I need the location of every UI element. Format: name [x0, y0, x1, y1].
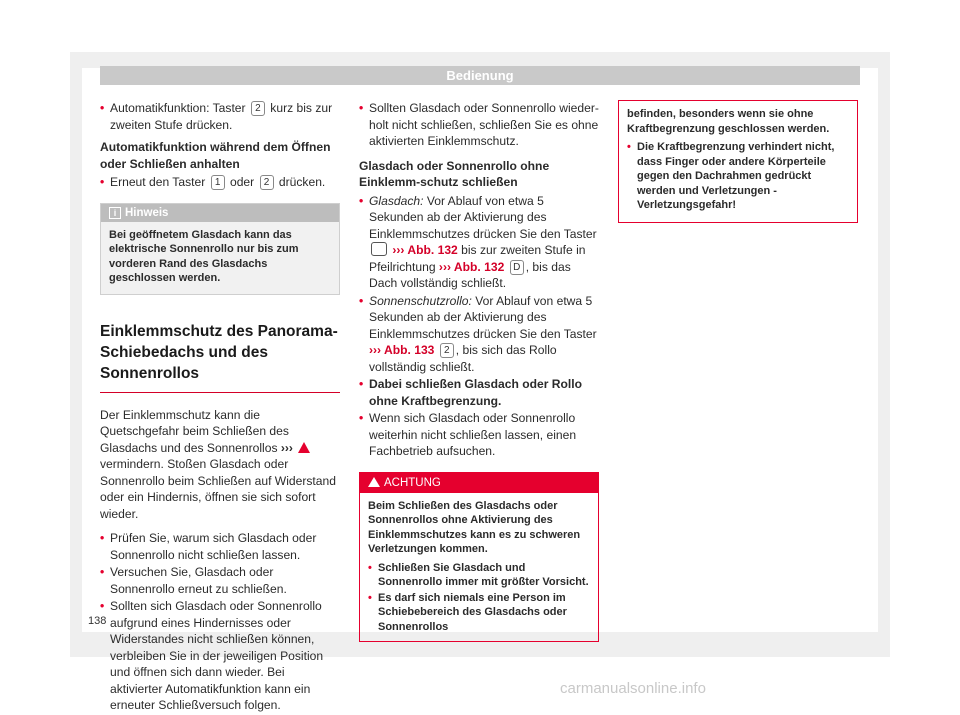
achtung-text: Beim Schließen des Glasdachs oder Sonnenrollos ohne Aktivierung des Einklemmschutzes kann es zu schweren Verletzungen kommen. • Schließen Sie Glasdach und Sonnenrollo immer mit größter Vorsicht. • Es darf sich niemals eine Person im Schiebebereich des Glasdachs oder Sonnenrollos	[360, 493, 598, 642]
list-item: • Sollten Glasdach oder Sonnenrollo wieder-holt nicht schließen, schließen Sie es ohne aktivierten Einklemmschutz.	[359, 100, 599, 150]
hinweis-text: Bei geöffnetem Glasdach kann das elektrische Sonnenrollo nur bis zum vorderen Rand des Glasdachs geschlossen werden.	[109, 228, 299, 284]
paragraph: Der Einklemmschutz kann die Quetschgefahr beim Schließen des Glasdachs und des Sonnenrollos ››› vermindern. Stoßen Glasdach oder Sonnenrollo beim Schließen auf Widerstand oder ein Hindernis, öffnen sie sich sofort wieder.	[100, 407, 336, 521]
list-item: • Automatikfunktion: Taster 2 kurz bis zur zweiten Stufe drücken.	[100, 100, 340, 133]
section-title: Einklemmschutz des Panorama-Schiebedachs und des Sonnenrollos	[100, 321, 340, 393]
hinweis-box	[100, 203, 340, 295]
column-3	[618, 100, 858, 223]
list-item: • Dabei schließen Glasdach oder Rollo ohne Kraftbegrenzung.	[359, 376, 599, 409]
achtung-header: ACHTUNG	[360, 473, 598, 493]
list-item: • Die Kraftbegrenzung verhindert nicht, dass Finger oder andere Körperteile gegen den Dachrahmen gedrückt werden und Verletzungen - Verletzungsgefahr!	[627, 140, 849, 213]
list-item: • Versuchen Sie, Glasdach oder Sonnenrollo erneut zu schließen.	[100, 564, 340, 597]
hinweis-header: i Hinweis	[101, 204, 339, 222]
roof-button-icon	[371, 242, 387, 256]
list-item: • Schließen Sie Glasdach und Sonnenrollo immer mit größter Vorsicht.	[368, 561, 590, 590]
list-item: • Sollten sich Glasdach oder Sonnenrollo aufgrund eines Hindernisses oder Widerstandes nicht schließen können, verbleiben Sie in der jeweiligen Position und öffnen sich dann wieder. Bei aktivierter Automatikfunktion kann ein erneuter Schließversuch folgen.	[100, 598, 340, 714]
warning-icon	[298, 442, 310, 453]
key-badge: 2	[260, 175, 274, 190]
key-badge: 2	[251, 101, 265, 116]
figure-ref: ››› Abb. 132	[392, 243, 458, 257]
list-item: • Sonnenschutzrollo: Vor Ablauf von etwa 5 Sekunden ab der Aktivierung des Einklemmschutzes drücken Sie den Taster ››› Abb. 133 2 , bis sich das Rollo vollständig schließt.	[359, 293, 599, 376]
column-1	[100, 100, 340, 715]
ref-arrows: ›››	[280, 440, 293, 455]
info-icon: i	[109, 207, 121, 219]
figure-ref: ››› Abb. 133	[369, 343, 435, 357]
achtung-box	[359, 472, 599, 643]
page-number: 138	[88, 615, 107, 627]
list-item: • Wenn sich Glasdach oder Sonnenrollo weiterhin nicht schließen lassen, einen Fachbetrieb aufsuchen.	[359, 410, 599, 460]
subheading: Glasdach oder Sonnenrollo ohne Einklemm-schutz schließen	[359, 158, 550, 189]
warning-icon	[368, 477, 380, 487]
achtung-continued: befinden, besonders wenn sie ohne Kraftbegrenzung geschlossen werden. • Die Kraftbegrenzung verhindert nicht, dass Finger oder andere Körperteile gegen den Dachrahmen gedrückt werden und Verletzungen - Verletzungsgefahr!	[618, 100, 858, 223]
figure-ref: ››› Abb. 132	[438, 259, 505, 274]
section-header: Bedienung	[100, 66, 860, 85]
key-badge: 1	[211, 175, 225, 190]
list-item: • Prüfen Sie, warum sich Glasdach oder Sonnenrollo nicht schließen lassen.	[100, 530, 340, 563]
watermark: carmanualsonline.info	[560, 680, 706, 697]
key-badge: D	[510, 260, 524, 275]
list-item: • Es darf sich niemals eine Person im Schiebebereich des Glasdachs oder Sonnenrollos	[368, 591, 590, 635]
key-badge: 2	[440, 343, 454, 358]
list-item: • Glasdach: Vor Ablauf von etwa 5 Sekunden ab der Aktivierung des Einklemmschutzes drücken Sie den Taster ››› Abb. 132 bis zur zweiten Stufe in Pfeilrichtung ››› Abb. 132 D , bis das Dach vollständig schließt.	[359, 193, 599, 292]
subheading: Automatikfunktion während dem Öffnen oder Schließen anhalten	[100, 140, 331, 171]
list-item: • Erneut den Taster 1 oder 2 drücken.	[100, 174, 340, 191]
column-2	[359, 100, 599, 642]
